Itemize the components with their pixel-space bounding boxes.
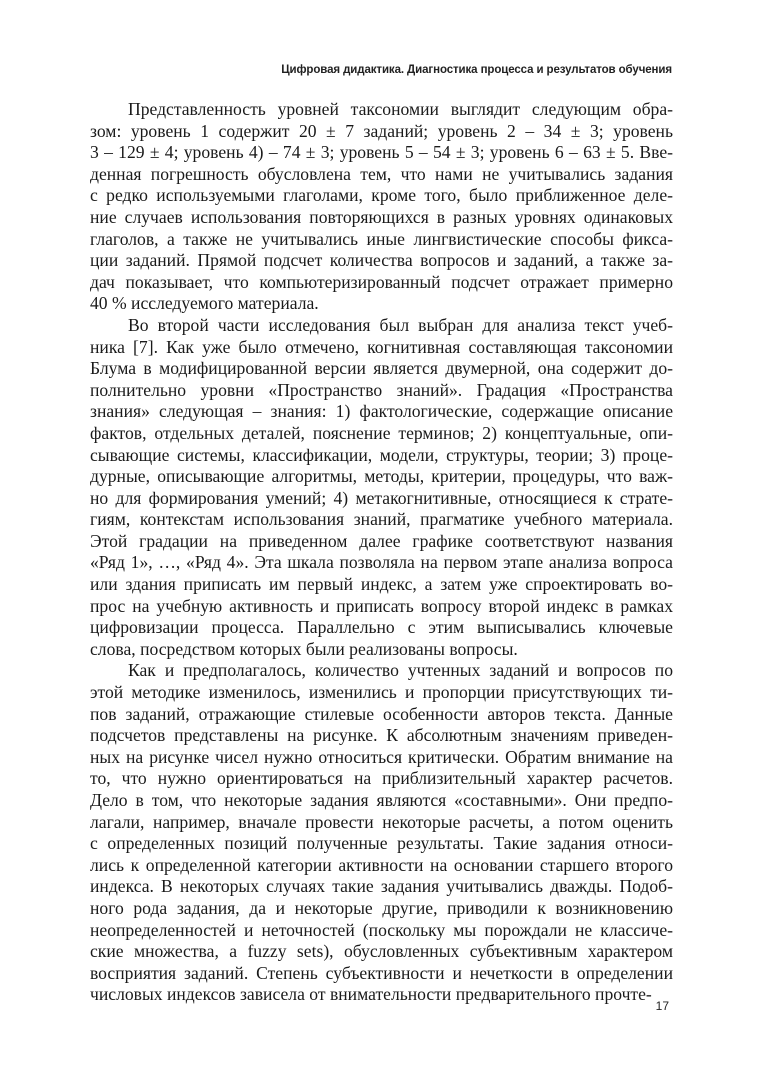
text-line: восприятия заданий. Степень субъективности и нечеткости в определении: [90, 962, 673, 983]
text-line: денная погрешность обусловлена тем, что нами не учитывались задания: [90, 163, 673, 184]
text-line: ного рода задания, да и некоторые другие, приводили к возникновению: [90, 897, 673, 918]
text-line: пов заданий, отражающие стилевые особенности авторов текста. Данные: [90, 703, 673, 724]
text-line: с редко используемыми глаголами, кроме того, было приближенное деле-: [90, 185, 673, 206]
text-line: Дело в том, что некоторые задания являются «составными». Они предпо-: [90, 790, 673, 810]
text-line: числовых индексов зависела от внимательности предварительного прочте-: [90, 984, 652, 1005]
text-line: «Ряд 1», …, «Ряд 4». Эта шкала позволяла на первом этапе анализа вопроса: [90, 552, 673, 573]
text-line: Блума в модифицированной версии является двумерной, она содержит до-: [90, 358, 673, 379]
text-line: индекса. В некоторых случаях такие задания учитывались дважды. Подоб-: [90, 876, 673, 897]
paragraph-2: [90, 315, 673, 661]
text-line: гиям, контекстам использования знаний, прагматике учебного материала.: [90, 509, 673, 530]
text-line: глаголов, а также не учитывались иные лингвистические способы фикса-: [90, 228, 673, 249]
text-line: дурные, описывающие алгоритмы, методы, критерии, процедуры, что важ-: [90, 466, 673, 487]
text-line: сывающие системы, классификации, модели, структуры, теории; 3) проце-: [90, 444, 673, 465]
text-line: ние случаев использования повторяющихся в разных уровнях одинаковых: [90, 206, 673, 227]
paragraph-3: [90, 660, 673, 1006]
text-line: прос на учебную активность и приписать вопросу второй индекс в рамках: [90, 595, 673, 616]
text-line: Во второй части исследования был выбран для анализа текст учеб-: [128, 314, 673, 335]
running-header: Цифровая дидактика. Диагностика процесса и результатов обучения: [281, 64, 672, 76]
text-line: Этой градации на приведенном далее графике соответствуют названия: [90, 530, 673, 551]
text-line: 40 % исследуемого материала.: [90, 293, 319, 314]
text-line: 3 – 129 ± 4; уровень 4) – 74 ± 3; уровень 5 – 54 ± 3; уровень 6 – 63 ± 5. Вве-: [90, 142, 673, 163]
text-line: полнительно уровни «Пространство знаний». Градация «Пространства: [90, 379, 673, 400]
text-line: Представленность уровней таксономии выглядит следующим обра-: [128, 99, 673, 119]
text-line: лись к определенной категории активности на основании старшего второго: [90, 854, 673, 875]
text-line: Как и предполагалось, количество учтенных заданий и вопросов по: [128, 660, 673, 681]
text-line: подсчетов представлены на рисунке. К абсолютным значениям приведен-: [90, 725, 673, 746]
text-line: ские множества, а fuzzy sets), обусловленных субъективным характером: [90, 941, 673, 962]
text-line: ника [7]. Как уже было отмечено, когнитивная составляющая таксономии: [90, 336, 673, 357]
text-line: слова, посредством которых были реализованы вопросы.: [90, 638, 518, 659]
text-line: но для формирования умений; 4) метакогнитивные, относящиеся к страте-: [90, 487, 673, 508]
page-number: 17: [655, 999, 669, 1013]
text-line: фактов, отдельных деталей, пояснение терминов; 2) концептуальные, опи-: [90, 422, 673, 443]
text-line: зом: уровень 1 содержит 20 ± 7 заданий; уровень 2 – 34 ± 3; уровень: [90, 120, 673, 141]
text-line: дач показывает, что компьютеризированный подсчет отражает примерно: [90, 271, 673, 292]
body-text: [90, 99, 673, 1006]
text-line: цифровизации процесса. Параллельно с этим выписывались ключевые: [90, 617, 673, 638]
text-line: неопределенностей и неточностей (поскольку мы порождали не классиче-: [90, 919, 673, 940]
text-line: то, что нужно ориентироваться на приблизительный характер расчетов.: [90, 768, 673, 789]
text-line: знания» следующая – знания: 1) фактологические, содержащие описание: [90, 401, 673, 422]
text-line: ных на рисунке чисел нужно относиться критически. Обратим внимание на: [90, 746, 673, 767]
text-line: ции заданий. Прямой подсчет количества вопросов и заданий, а также за-: [90, 250, 673, 271]
text-line: или здания приписать им первый индекс, а затем уже спроектировать во-: [90, 574, 673, 595]
text-line: этой методике изменилось, изменились и пропорции присутствующих ти-: [90, 682, 673, 703]
paragraph-1: [90, 99, 673, 315]
text-line: с определенных позиций полученные результаты. Такие задания относи-: [90, 833, 673, 854]
text-line: лагали, например, вначале провести некоторые расчеты, а потом оценить: [90, 811, 673, 832]
